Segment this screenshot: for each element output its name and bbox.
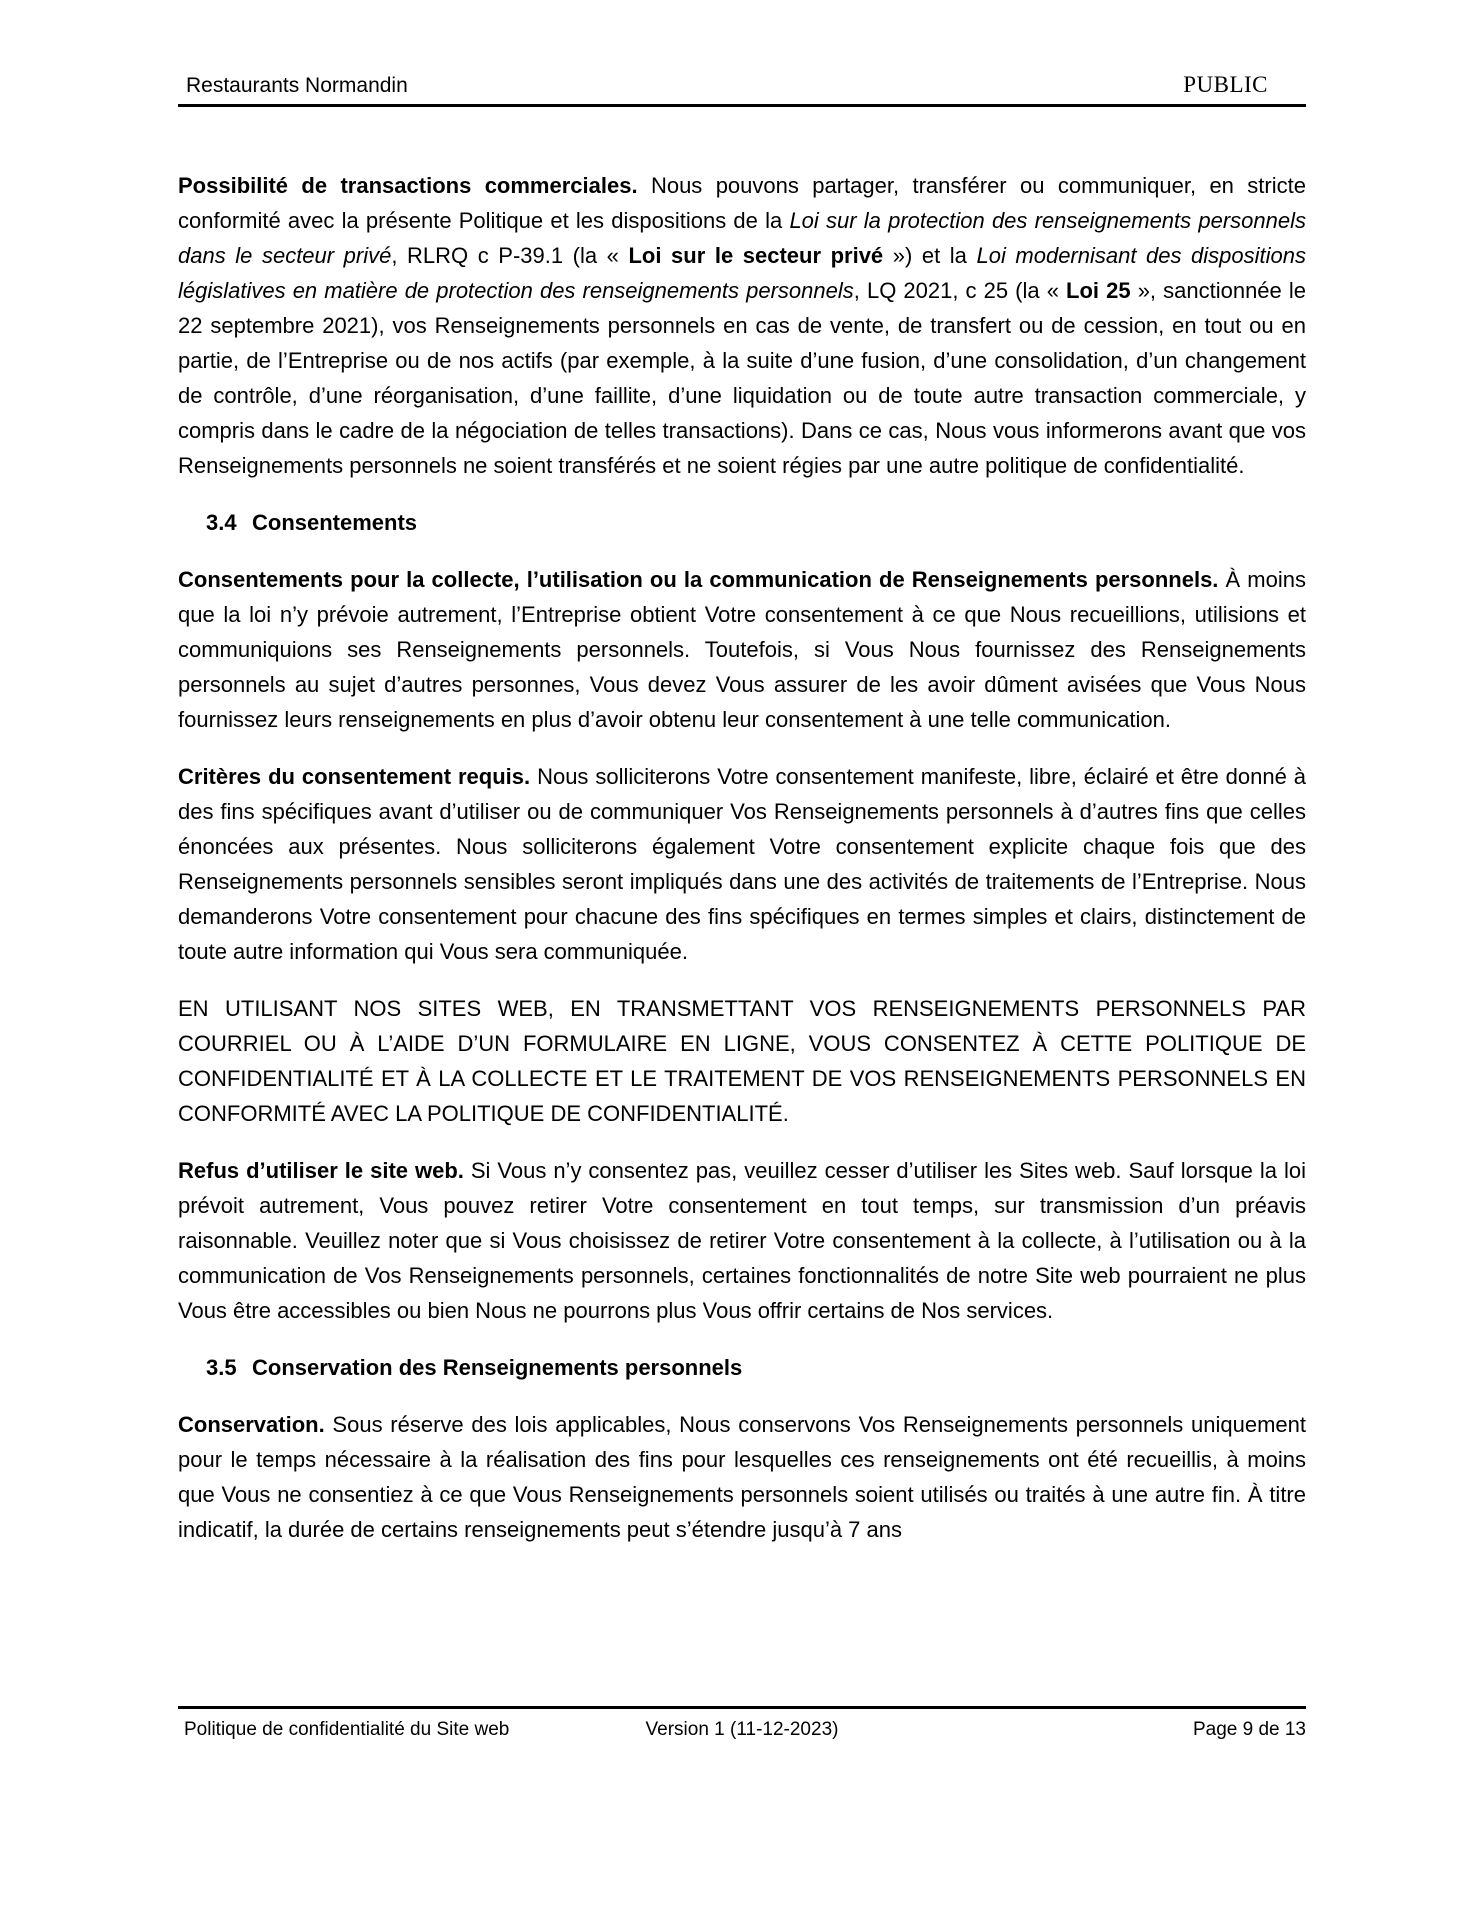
section-heading — [206, 505, 1306, 540]
text-run: Critères du consentement requis. — [178, 764, 538, 789]
page-footer — [178, 1706, 1306, 1742]
footer-document-title: Politique de confidentialité du Site web — [184, 1719, 510, 1740]
header-company-name: Restaurants Normandin — [186, 74, 408, 97]
paragraph — [178, 562, 1306, 737]
header-classification-label: PUBLIC — [1183, 72, 1268, 97]
footer-version-label: Version 1 (11-12-2023) — [645, 1719, 839, 1740]
text-run: Refus d’utiliser le site web. — [178, 1158, 471, 1183]
text-run: Loi modernisant des dispositions législatives en matière de protection des renseignements personnels — [178, 243, 1307, 303]
section-number: 3.4 — [206, 510, 237, 535]
text-run: , LQ 2021, c 25 (la « — [853, 278, 1067, 303]
footer-page-number: Page 9 de 13 — [1192, 1719, 1306, 1740]
section-title: Conservation des Renseignements personnels — [252, 1355, 743, 1380]
text-run: EN UTILISANT NOS SITES WEB, EN TRANSMETTANT VOS RENSEIGNEMENTS PERSONNELS PAR COURRIEL OU À L’AIDE D’UN FORMULAIRE EN LIGNE, VOUS CONSENTEZ À CETTE POLITIQUE DE CONFIDENTIALITÉ ET À LA COLLECTE ET LE TRAITEMENT DE VOS RENSEIGNEMENTS PERSONNELS EN CONFORMITÉ AVEC LA POLITIQUE DE CONFIDENTIALITÉ. — [178, 996, 1306, 1126]
text-run: Loi sur le secteur privé — [628, 243, 884, 268]
section-heading — [206, 1350, 1306, 1385]
section-number: 3.5 — [206, 1355, 237, 1380]
text-run: Sous réserve des lois applicables, Nous conservons Vos Renseignements personnels uniquement pour le temps nécessaire à la réalisation des fins pour lesquelles ces renseignements ont été recueillis, à moins que Vous ne consentiez à ce que Vous Renseignements personnels soient utilisés ou traités à une autre fin. À titre indicatif, la durée de certains renseignements peut s’étendre jusqu’à 7 ans — [178, 1412, 1306, 1542]
text-run: Nous solliciterons Votre consentement manifeste, libre, éclairé et être donné à des fins spécifiques avant d’utiliser ou de communiquer Vos Renseignements personnels à d’autres fins que celles énoncées aux présentes. Nous solliciterons également Votre consentement explicite chaque fois que des Renseignements personnels sensibles seront impliqués dans une des activités de traitements de l’Entreprise. Nous demanderons Votre consentement pour chacune des fins spécifiques en termes simples et clairs, distinctement de toute autre information qui Vous sera communiquée. — [178, 764, 1306, 964]
paragraph — [178, 168, 1306, 483]
text-run: ») et la — [883, 243, 977, 268]
text-run: À moins que la loi n’y prévoie autrement, l’Entreprise obtient Votre consentement à ce que Nous recueillions, utilisions et communiquions ses Renseignements personnels. Toutefois, si Vous Nous fournissez des Renseignements personnels au sujet d’autres personnes, Vous devez Vous assurer de les avoir dûment avisées que Vous Nous fournissez leurs renseignements en plus d’avoir obtenu leur consentement à une telle communication. — [178, 567, 1306, 732]
text-run: Possibilité de transactions commerciales. — [178, 173, 651, 198]
text-run: Loi 25 — [1066, 278, 1131, 303]
paragraph — [178, 759, 1306, 969]
paragraph — [178, 991, 1306, 1131]
paragraph — [178, 1153, 1306, 1328]
text-run: , RLRQ c P-39.1 (la « — [391, 243, 629, 268]
text-run: Loi sur la protection des renseignements personnels dans le secteur privé — [178, 208, 1306, 268]
text-run: Si Vous n’y consentez pas, veuillez cesser d’utiliser les Sites web. Sauf lorsque la loi prévoit autrement, Vous pouvez retirer Votre consentement en tout temps, sur transmission d’un préavis raisonnable. Veuillez noter que si Vous choisissez de retirer Votre consentement à la collecte, à l’utilisation ou à la communication de Vos Renseignements personnels, certaines fonctionnalités de notre Site web pourraient ne plus Vous être accessibles ou bien Nous ne pourrons plus Vous offrir certains de Nos services. — [178, 1158, 1306, 1323]
text-run: Consentements pour la collecte, l’utilisation ou la communication de Renseignements personnels. — [178, 567, 1226, 592]
text-run: Conservation. — [178, 1412, 333, 1437]
page-header — [178, 72, 1306, 107]
text-run: Nous pouvons partager, transférer ou communiquer, en stricte conformité avec la présente Politique et les dispositions de la — [178, 173, 1306, 233]
section-title: Consentements — [252, 510, 418, 535]
paragraph — [178, 1407, 1306, 1547]
text-run: », sanctionnée le 22 septembre 2021), vos Renseignements personnels en cas de vente, de transfert ou de cession, en tout ou en partie, de l’Entreprise ou de nos actifs (par exemple, à la suite d’une fusion, d’une consolidation, d’un changement de contrôle, d’une réorganisation, d’une faillite, d’une liquidation ou de toute autre transaction commerciale, y compris dans le cadre de la négociation de telles transactions). Dans ce cas, Nous vous informerons avant que vos Renseignements personnels ne soient transférés et ne soient régies par une autre politique de confidentialité. — [178, 278, 1306, 478]
document-body — [178, 168, 1306, 1569]
